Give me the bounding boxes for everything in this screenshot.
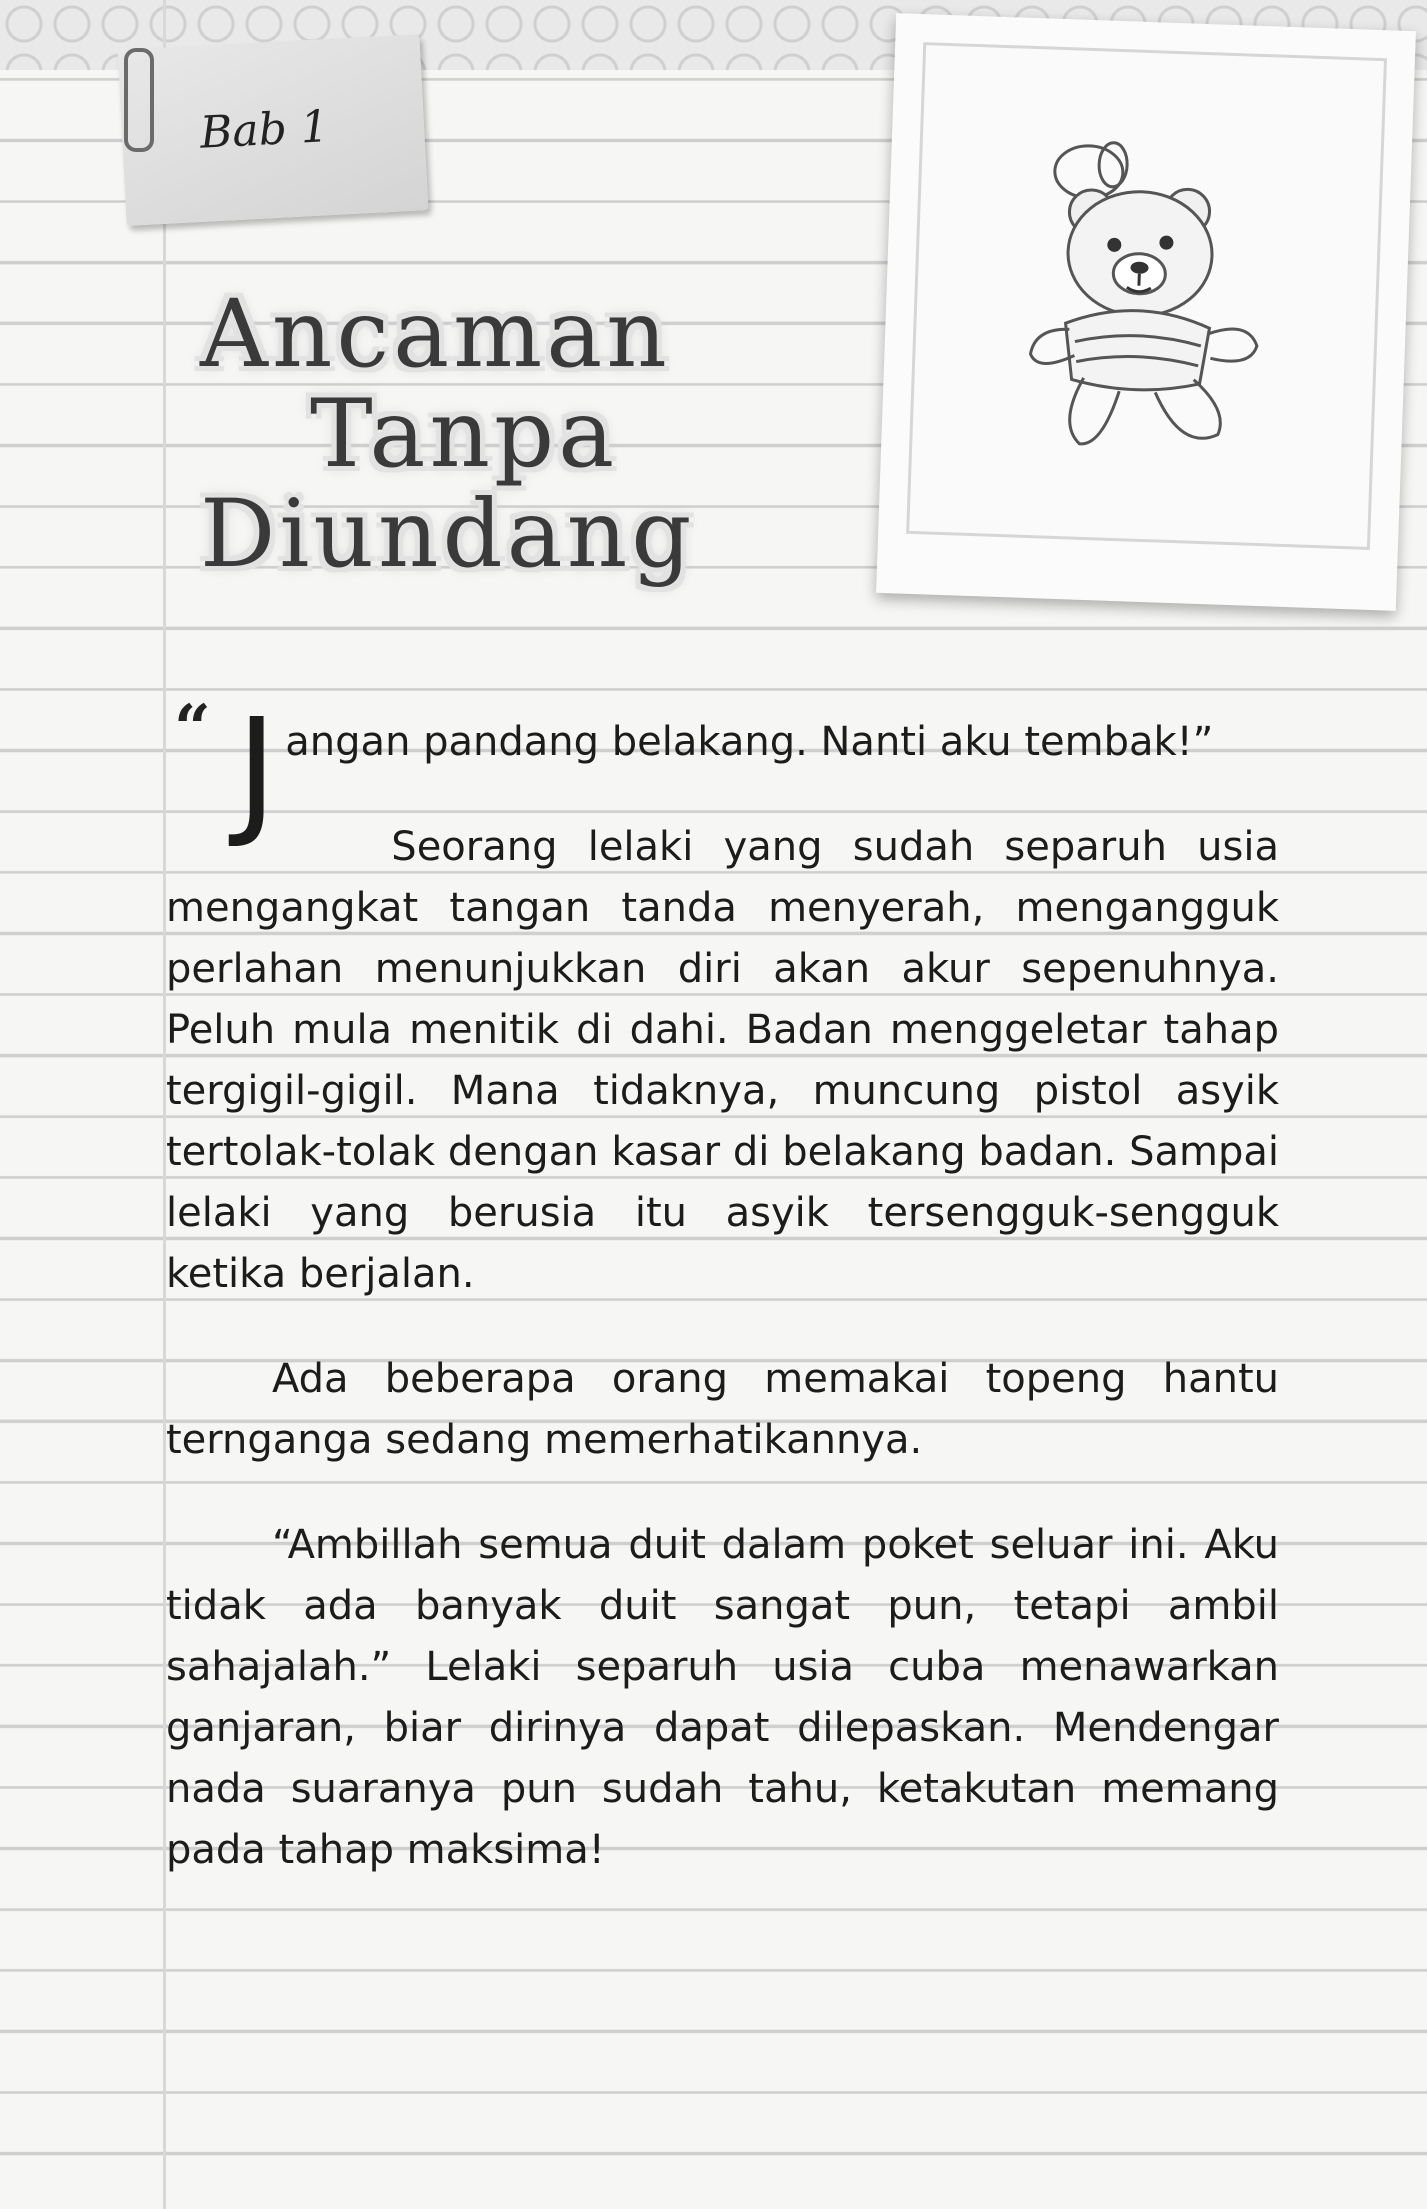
paragraph-2: Seorang lelaki yang sudah separuh usia mengangkat tangan tanda menyerah, mengangguk perlahan menunjukkan diri akan akur sepenuhnya. Peluh mula menitik di dahi. Badan menggeletar tahap tergigil-gigil. Mana tidaknya, muncung pistol asyik tertolak-tolak dengan kasar di belakang badan. Sampai lelaki yang berusia itu asyik tersengguk-sengguk ketika berjalan.: [166, 824, 1279, 1297]
paperclip-icon: [124, 48, 154, 152]
chapter-tab: [118, 34, 429, 226]
chapter-title: [200, 280, 800, 589]
chapter-title-line-3: Diundang: [200, 480, 696, 589]
polaroid-photo-frame: [876, 13, 1416, 611]
paragraph-1: [166, 689, 1279, 852]
photo-area: [906, 42, 1387, 550]
chapter-label: Bab 1: [198, 101, 330, 159]
opening-quote-mark: “: [174, 691, 211, 766]
paragraph-3: Ada beberapa orang memakai topeng hantu ternganga sedang memerhatikannya.: [166, 1356, 1279, 1463]
story-body: [166, 689, 1279, 1925]
paragraph-4: “Ambillah semua duit dalam poket seluar ini. Aku tidak ada banyak duit sangat pun, tetapi ambil sahajalah.” Lelaki separuh usia cuba menawarkan ganjaran, biar dirinya dapat dilepaskan. Mendengar nada suaranya pun sudah tahu, ketakutan memang pada tahap maksima!: [166, 1522, 1279, 1873]
chapter-title-line-2: Tanpa: [310, 380, 619, 489]
chapter-title-line-1: Ancaman: [200, 280, 671, 389]
teddy-bear-keychain-icon: [1021, 132, 1272, 460]
drop-cap: J: [236, 689, 278, 852]
paragraph-1-text: angan pandang belakang. Nanti aku tembak!”: [285, 719, 1214, 765]
